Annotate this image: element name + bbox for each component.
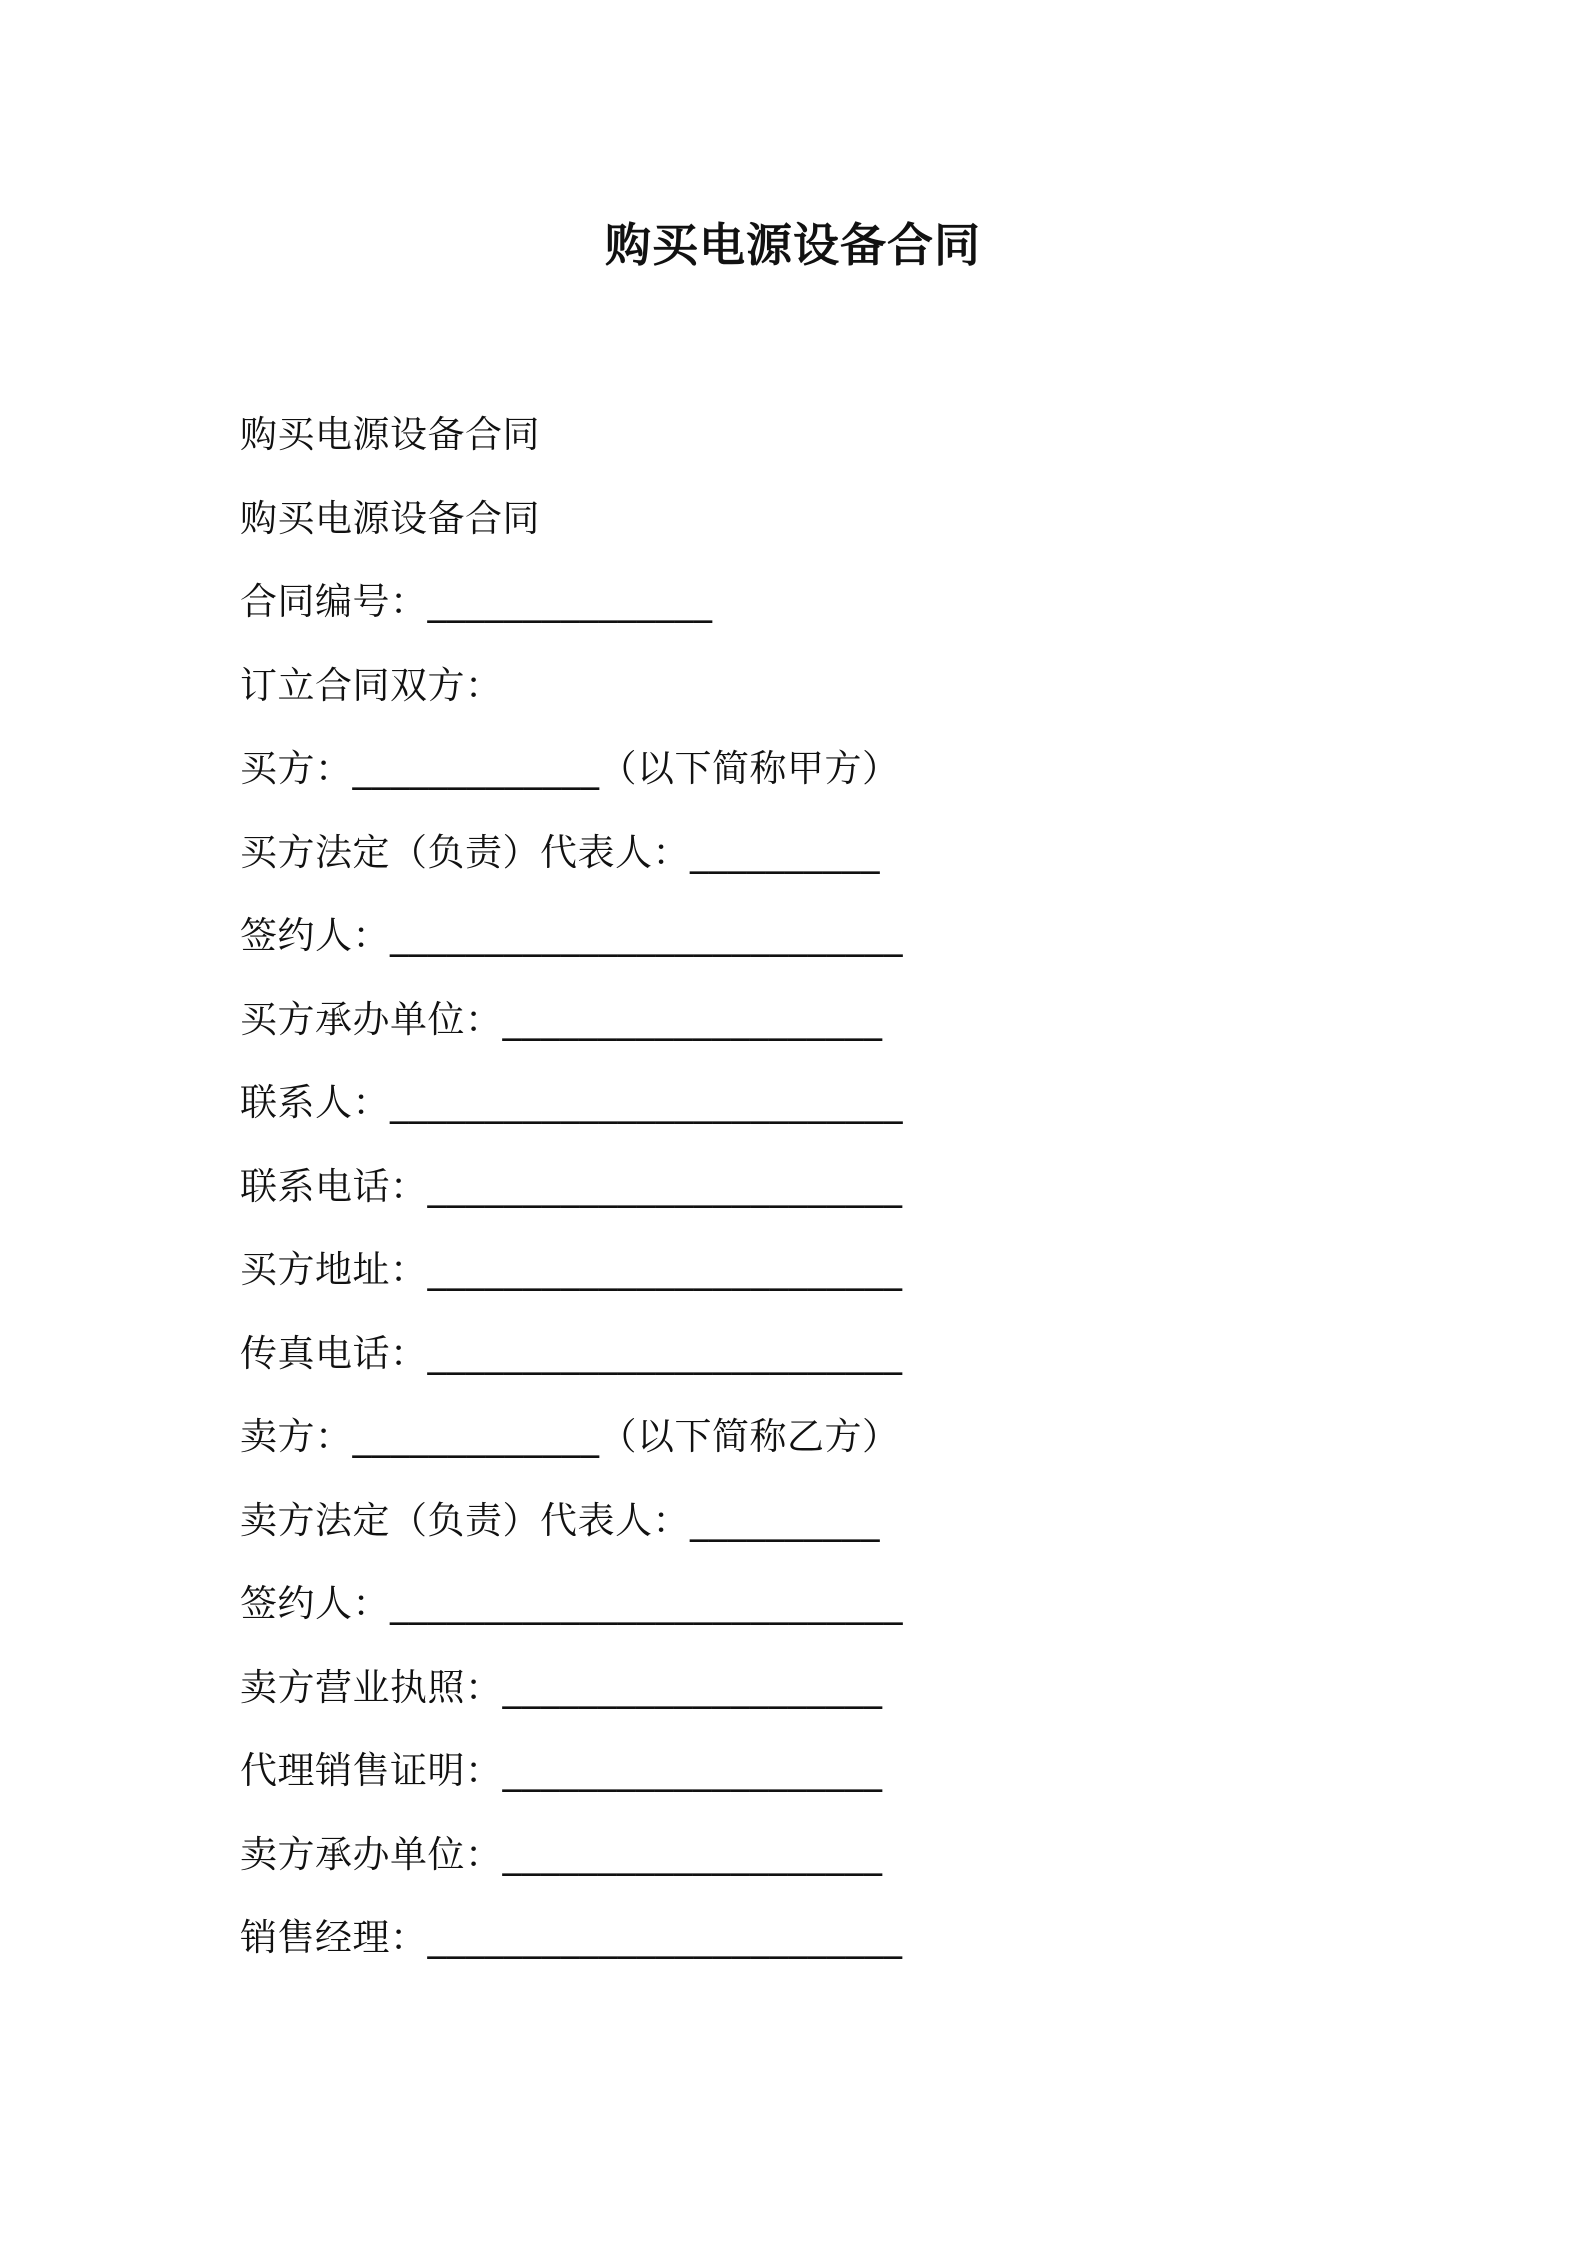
buyer-handling-unit-line: 买方承办单位：____________________ (240, 997, 883, 1041)
seller-signatory-line: 签约人：___________________________ (240, 1582, 903, 1625)
buyer-address-line: 买方地址：_________________________ (240, 1248, 903, 1291)
contract-parties-heading: 订立合同双方： (240, 663, 503, 707)
contact-phone-line: 联系电话：_________________________ (240, 1164, 903, 1208)
document-title: 购买电源设备合同 (605, 218, 981, 272)
seller-legal-representative-line: 卖方法定（负责）代表人：__________ (240, 1498, 880, 1542)
buyer-line: 买方：_____________（以下简称甲方） (240, 747, 900, 790)
subtitle-line: 购买电源设备合同 (240, 496, 540, 540)
buyer-signatory-line: 签约人：___________________________ (240, 914, 903, 957)
subtitle-line: 购买电源设备合同 (240, 413, 540, 456)
buyer-legal-representative-line: 买方法定（负责）代表人：__________ (240, 830, 880, 874)
agency-certificate-line: 代理销售证明：____________________ (240, 1749, 883, 1792)
contract-fields (240, 405, 1440, 1992)
sales-manager-line: 销售经理：_________________________ (240, 1916, 903, 1959)
seller-business-license-line: 卖方营业执照：____________________ (240, 1665, 883, 1709)
fax-line: 传真电话：_________________________ (240, 1331, 903, 1375)
contact-person-line: 联系人：___________________________ (240, 1081, 903, 1124)
seller-handling-unit-line: 卖方承办单位：____________________ (240, 1832, 883, 1876)
seller-line: 卖方：_____________（以下简称乙方） (240, 1415, 900, 1458)
contract-number-line: 合同编号：_______________ (240, 580, 713, 623)
